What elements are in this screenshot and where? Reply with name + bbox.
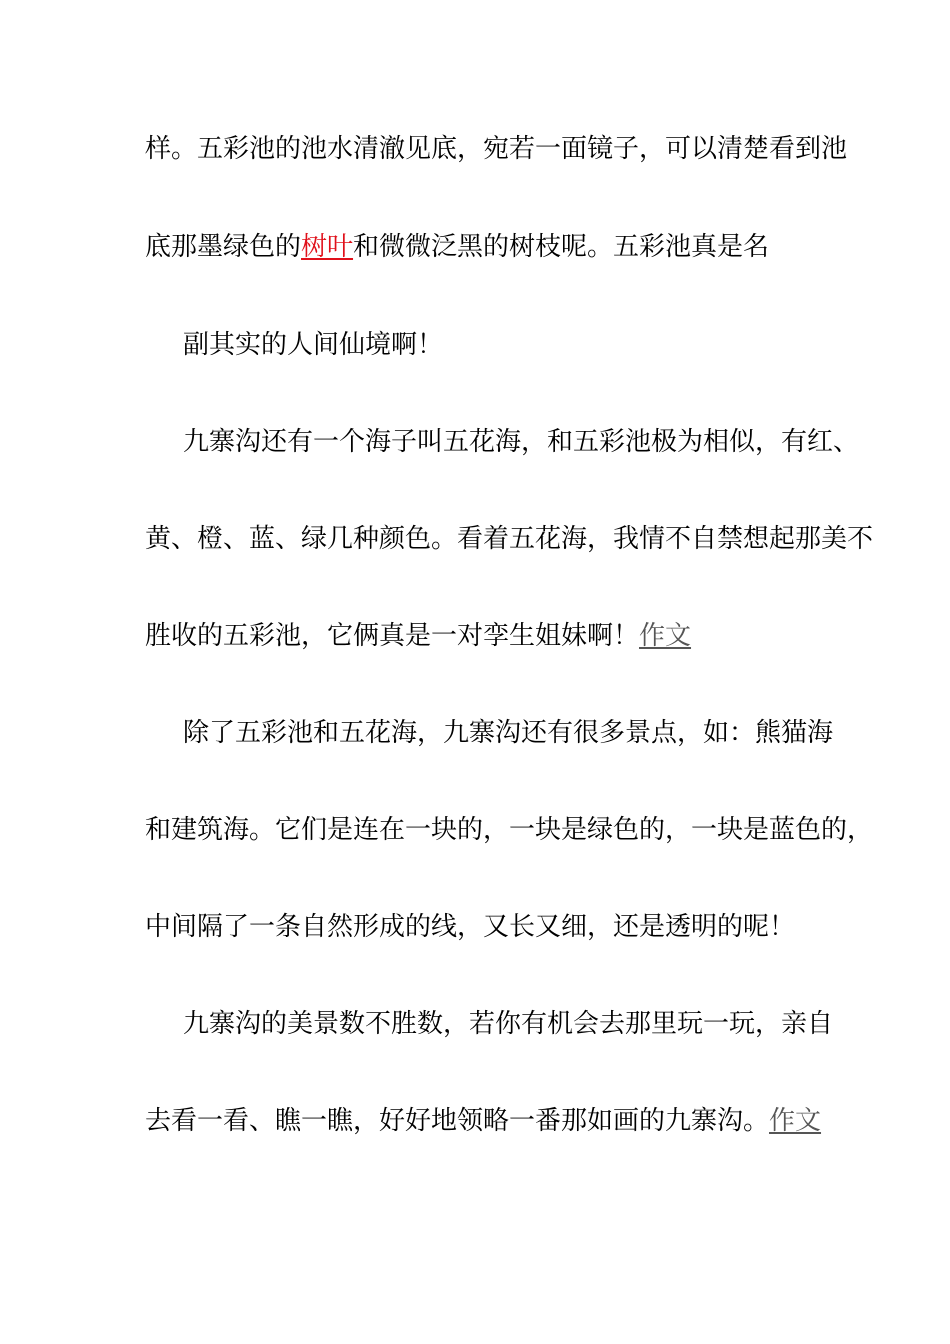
paragraph-line-2 — [145, 230, 845, 264]
line-text: 中间隔了一条自然形成的线，又长又细，还是透明的呢！ — [145, 912, 796, 942]
paragraph-line-11 — [145, 1104, 845, 1138]
line-text: 副其实的人间仙境啊！ — [183, 330, 444, 360]
line-text: 和微微泛黑的树枝呢。五彩池真是名 — [353, 232, 770, 262]
zuowen-link[interactable]: 作文 — [639, 621, 692, 651]
paragraph-line-8 — [145, 813, 874, 847]
shuye-link[interactable]: 树叶 — [301, 232, 354, 262]
paragraph-line-7 — [183, 716, 883, 750]
zuowen-link[interactable]: 作文 — [769, 1106, 822, 1136]
paragraph-line-3 — [183, 328, 883, 362]
paragraph-line-5 — [145, 522, 874, 556]
line-text: 和建筑海。它们是连在一块的，一块是绿色的，一块是蓝色的， — [145, 815, 874, 845]
paragraph-line-10 — [183, 1007, 883, 1041]
line-text: 黄、橙、蓝、绿几种颜色。看着五花海，我情不自禁想起那美不 — [145, 524, 874, 554]
paragraph-line-6 — [145, 619, 845, 653]
line-text: 去看一看、瞧一瞧，好好地领略一番那如画的九寨沟。 — [145, 1106, 770, 1136]
paragraph-line-9 — [145, 910, 845, 944]
line-text: 样。五彩池的池水清澈见底，宛若一面镜子，可以清楚看到池 — [145, 134, 848, 164]
paragraph-line-4 — [183, 425, 883, 459]
line-text: 底那墨绿色的 — [145, 232, 302, 262]
line-text: 除了五彩池和五花海，九寨沟还有很多景点，如：熊猫海 — [183, 718, 834, 748]
line-text: 九寨沟的美景数不胜数，若你有机会去那里玩一玩，亲自 — [183, 1009, 834, 1039]
paragraph-line-1 — [145, 132, 848, 166]
line-text: 九寨沟还有一个海子叫五花海，和五彩池极为相似，有红、 — [183, 427, 860, 457]
line-text: 胜收的五彩池，它俩真是一对孪生姐妹啊！ — [145, 621, 640, 651]
